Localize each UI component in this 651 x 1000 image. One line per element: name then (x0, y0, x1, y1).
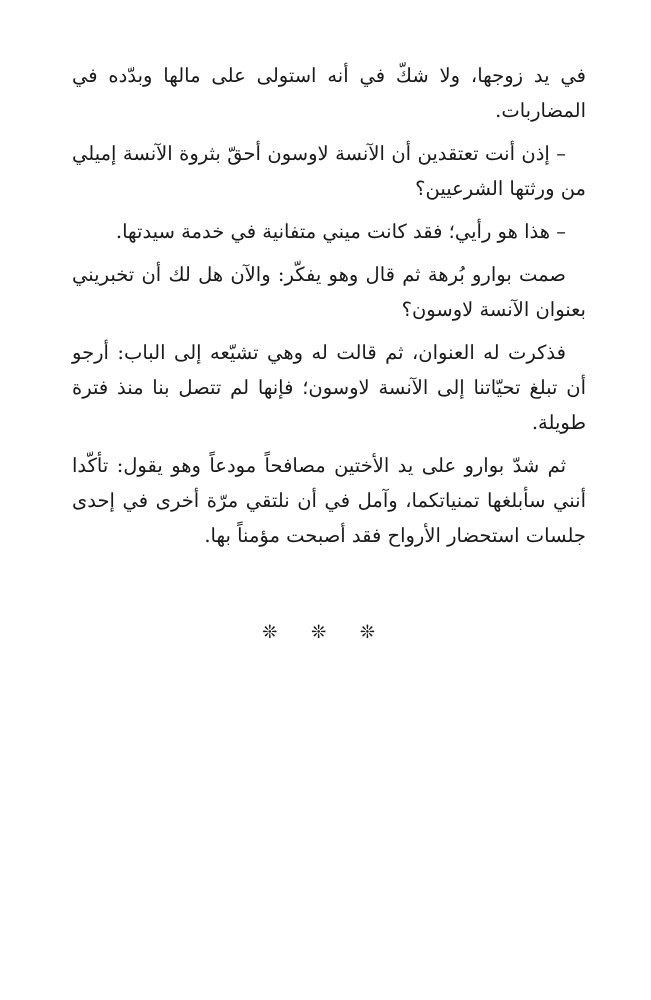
section-separator: ❊ ❊ ❊ (262, 622, 389, 643)
page-text (72, 58, 586, 561)
paragraph-1: في يد زوجها، ولا شكّ في أنه استولى على مالها وبدّده في المضاربات. (72, 64, 586, 122)
paragraph-4: صمت بوارو بُرهة ثم قال وهو يفكّر: والآن هل لك أن تخبريني بعنوان الآنسة لاوسون؟ (72, 263, 586, 321)
paragraph-2: – إذن أنت تعتقدين أن الآنسة لاوسون أحقّ بثروة الآنسة إميلي من ورثتها الشرعيين؟ (72, 142, 586, 200)
paragraph-6: ثم شدّ بوارو على يد الأختين مصافحاً مودعاً وهو يقول: تأكّدا أنني سأبلغها تمنياتكما، وآمل في أن نلتقي مرّة أخرى في إحدى جلسات استحضار الأرواح فقد أصبحت مؤمناً بها. (72, 454, 586, 547)
paragraph-3: – هذا هو رأيي؛ فقد كانت ميني متفانية في خدمة سيدتها. (115, 220, 566, 243)
paragraph-5: فذكرت له العنوان، ثم قالت له وهي تشيّعه إلى الباب: أرجو أن تبلغ تحيّاتنا إلى الآنسة لاوسون؛ فإنها لم تتصل بنا منذ فترة طويلة. (72, 341, 586, 434)
